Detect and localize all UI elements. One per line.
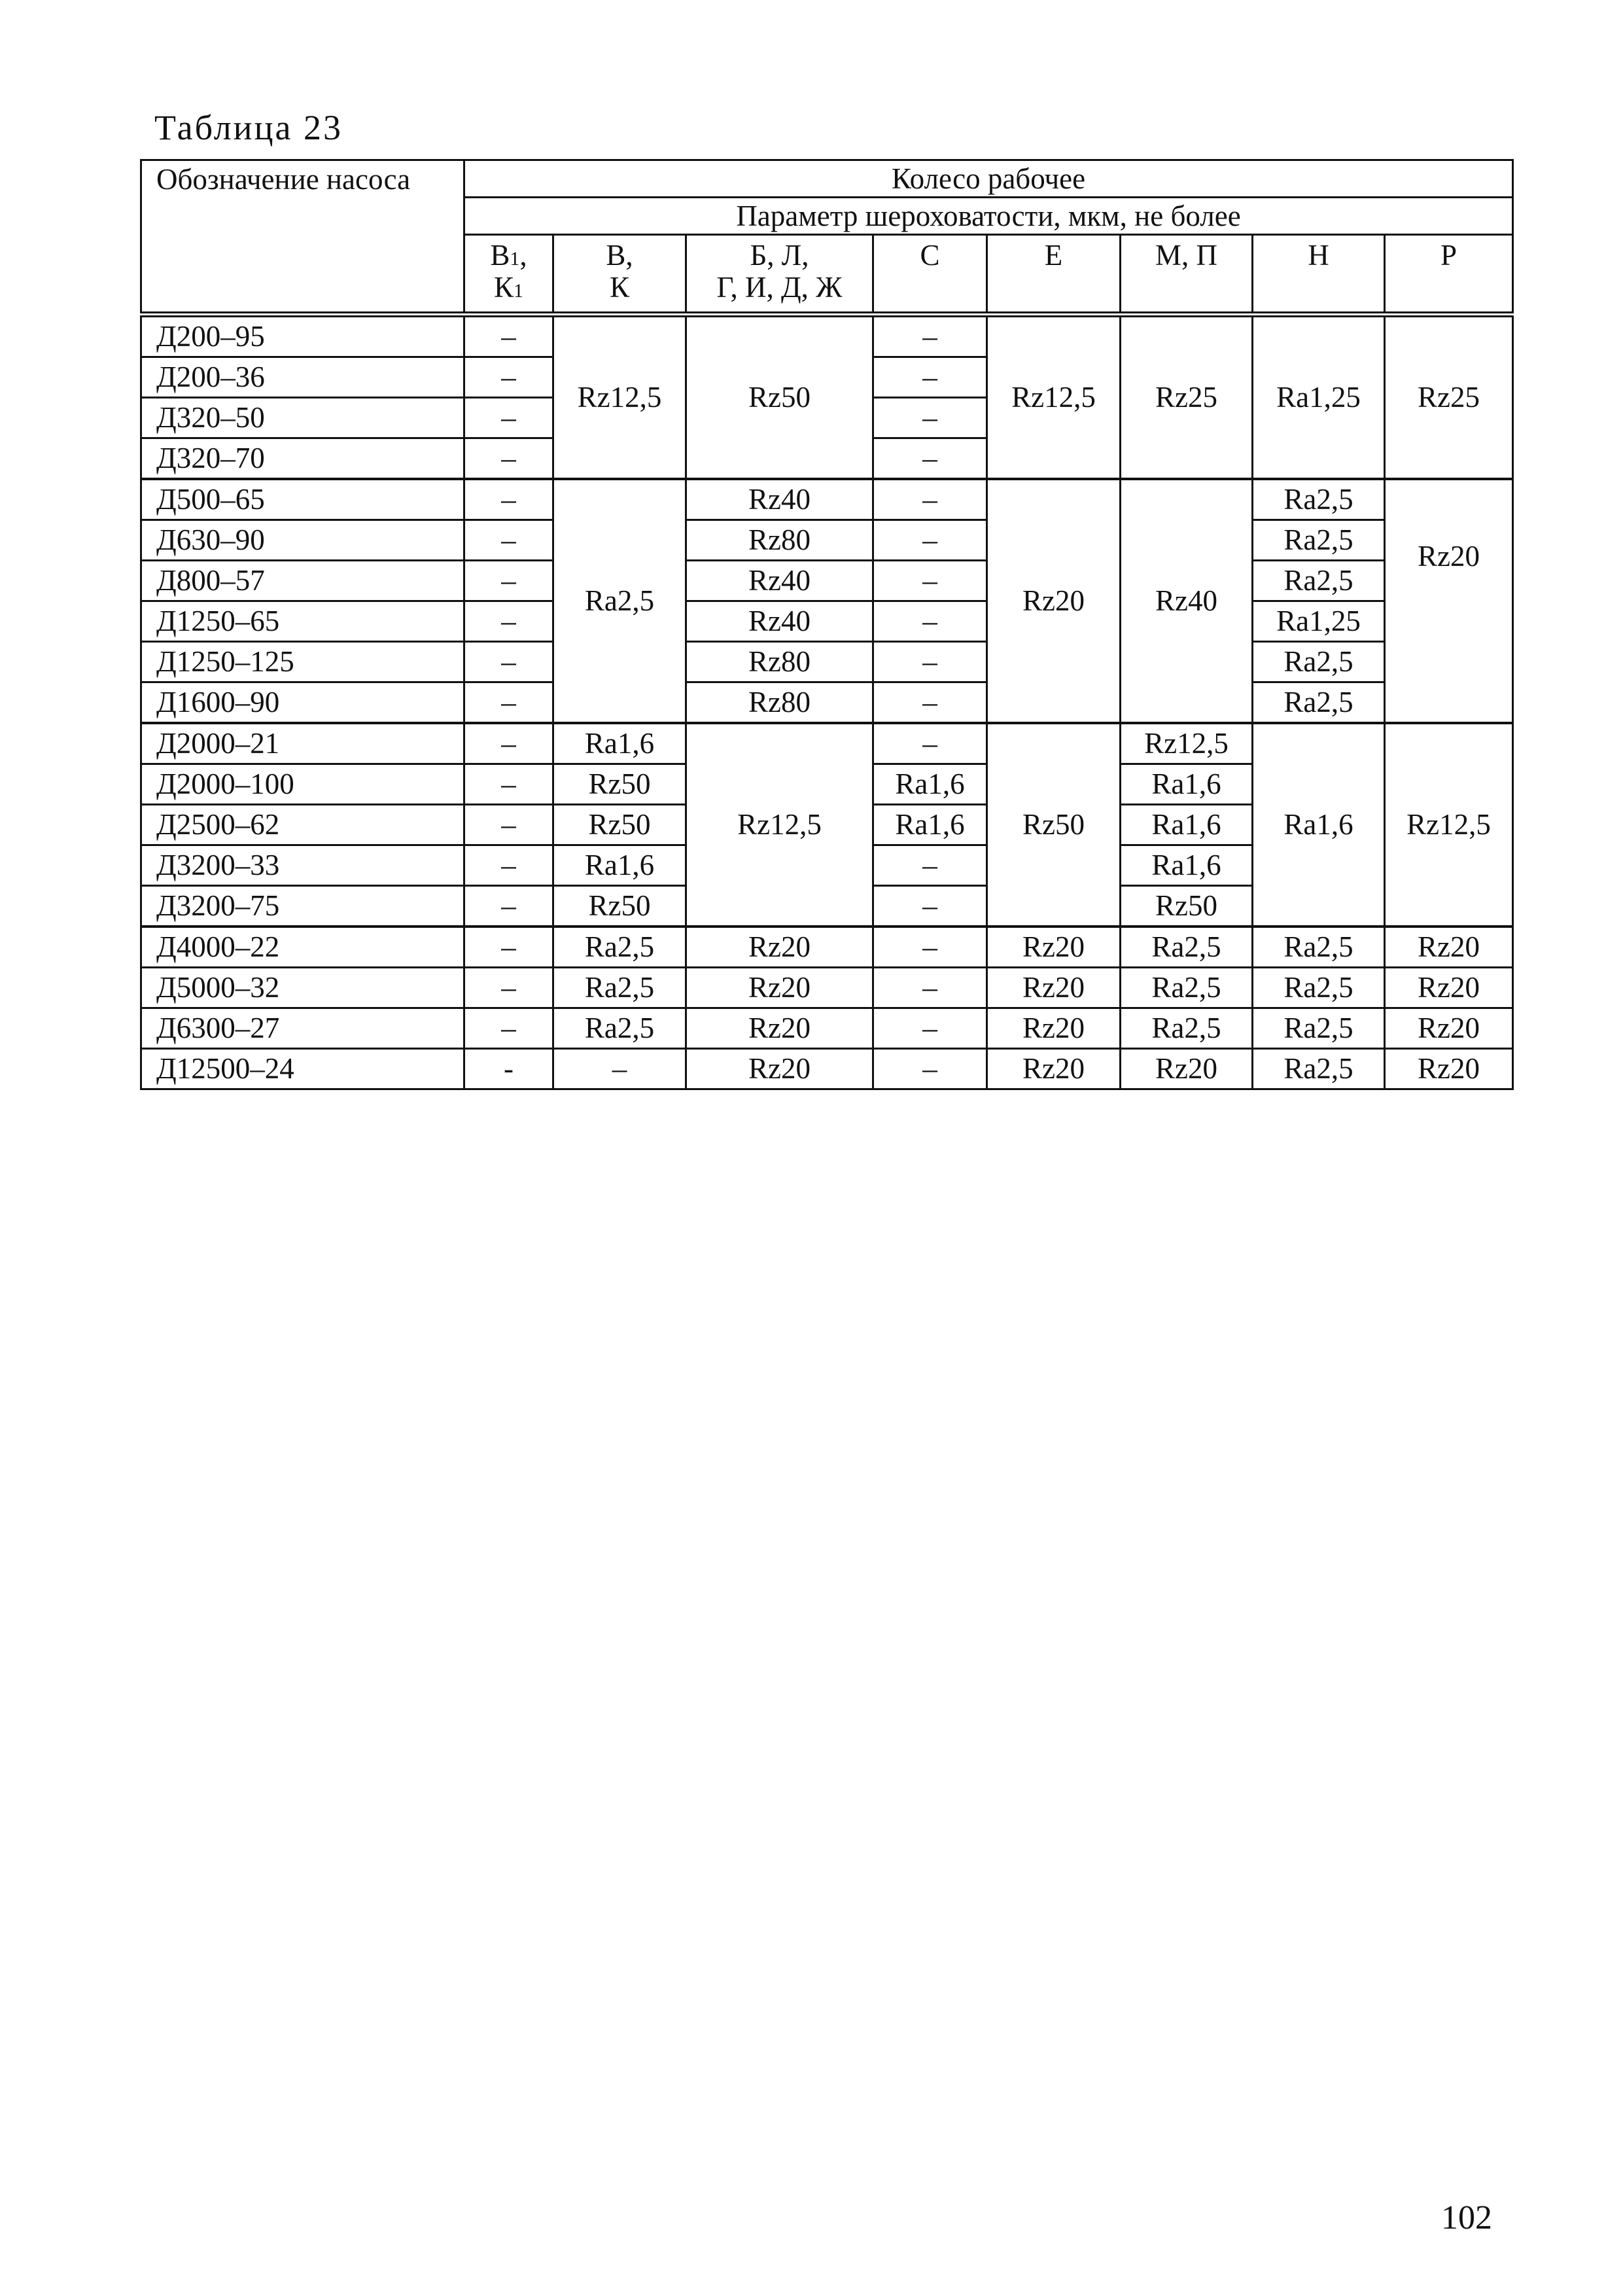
- pump-name: Д800–57: [141, 561, 464, 601]
- pump-name: Д2000–21: [141, 723, 464, 764]
- cell-s: –: [873, 1049, 987, 1089]
- cell-s: –: [873, 886, 987, 927]
- cell-n: Ra2,5: [1253, 1049, 1385, 1089]
- cell-s: –: [873, 642, 987, 682]
- cell-b1: –: [464, 682, 553, 724]
- cell-b1: –: [464, 601, 553, 642]
- cell-s: –: [873, 479, 987, 520]
- cell-n-merged: Ra1,25: [1253, 315, 1385, 480]
- cell-r: Rz20: [1385, 927, 1513, 968]
- cell-mp: Ra2,5: [1121, 927, 1253, 968]
- cell-mp: Ra2,5: [1121, 1008, 1253, 1049]
- cell-e-merged: Rz12,5: [987, 315, 1121, 480]
- cell-b1: –: [464, 642, 553, 682]
- cell-b1: –: [464, 927, 553, 968]
- cell-s: Ra1,6: [873, 764, 987, 805]
- cell-n: Ra2,5: [1253, 479, 1385, 520]
- cell-n: Ra2,5: [1253, 682, 1385, 724]
- cell-b1: –: [464, 764, 553, 805]
- col-v-k-line1: В,: [606, 239, 633, 272]
- pump-name: Д4000–22: [141, 927, 464, 968]
- col-s-header: С: [873, 235, 987, 315]
- cell-mp: Ra1,6: [1121, 845, 1253, 886]
- cell-s: –: [873, 438, 987, 480]
- cell-s: –: [873, 601, 987, 642]
- pump-name: Д1250–125: [141, 642, 464, 682]
- cell-bl-merged: Rz50: [686, 315, 873, 480]
- cell-n: Ra1,25: [1253, 601, 1385, 642]
- cell-vk: Rz50: [553, 805, 686, 845]
- cell-s: –: [873, 561, 987, 601]
- cell-r-merged: Rz12,5: [1385, 723, 1513, 927]
- cell-n: Ra2,5: [1253, 642, 1385, 682]
- table-row: [141, 642, 1513, 682]
- col-k1-subscript: 1: [514, 279, 523, 302]
- table-row: [141, 968, 1513, 1008]
- cell-mp: Ra1,6: [1121, 805, 1253, 845]
- cell-vk: –: [553, 1049, 686, 1089]
- pump-name: Д2000–100: [141, 764, 464, 805]
- pump-name: Д200–36: [141, 357, 464, 398]
- roughness-table: [140, 159, 1514, 1090]
- cell-bl: Rz40: [686, 561, 873, 601]
- pump-name: Д1600–90: [141, 682, 464, 724]
- cell-bl: Rz20: [686, 1049, 873, 1089]
- cell-r: Rz20: [1385, 968, 1513, 1008]
- cell-mp-merged: Rz40: [1121, 479, 1253, 723]
- cell-s: Ra1,6: [873, 805, 987, 845]
- cell-n: Ra2,5: [1253, 968, 1385, 1008]
- col-e-header: Е: [987, 235, 1121, 315]
- cell-bl: Rz80: [686, 682, 873, 724]
- cell-e: Rz20: [987, 927, 1121, 968]
- cell-b1: –: [464, 723, 553, 764]
- col-b1-subscript: 1: [510, 248, 520, 270]
- cell-n: Ra2,5: [1253, 927, 1385, 968]
- cell-mp: Ra1,6: [1121, 764, 1253, 805]
- pump-name: Д500–65: [141, 479, 464, 520]
- table-row: [141, 927, 1513, 968]
- cell-mp: Rz50: [1121, 886, 1253, 927]
- table-row: [141, 315, 1513, 357]
- cell-e: Rz20: [987, 1008, 1121, 1049]
- cell-mp: Rz12,5: [1121, 723, 1253, 764]
- col-r-header: Р: [1385, 235, 1513, 315]
- cell-b1: –: [464, 520, 553, 561]
- cell-s: –: [873, 520, 987, 561]
- pump-name: Д12500–24: [141, 1049, 464, 1089]
- col-k1-letter: К: [493, 270, 514, 304]
- cell-n: Ra2,5: [1253, 520, 1385, 561]
- pump-name: Д5000–32: [141, 968, 464, 1008]
- table-row: [141, 1049, 1513, 1089]
- col-m-p-header: М, П: [1121, 235, 1253, 315]
- pump-name: Д2500–62: [141, 805, 464, 845]
- pump-name: Д3200–75: [141, 886, 464, 927]
- cell-s: –: [873, 398, 987, 438]
- cell-r: Rz20: [1385, 1049, 1513, 1089]
- cell-n: Ra2,5: [1253, 561, 1385, 601]
- cell-mp: Ra2,5: [1121, 968, 1253, 1008]
- table-row: [141, 479, 1513, 520]
- cell-vk: Rz50: [553, 764, 686, 805]
- table-row: [141, 520, 1513, 561]
- col-v-k-line2: К: [609, 270, 629, 304]
- col-b1-comma: ,: [519, 239, 527, 272]
- cell-s: –: [873, 723, 987, 764]
- table-row: [141, 601, 1513, 642]
- cell-r-merged: Rz25: [1385, 315, 1513, 480]
- pump-name: Д320–70: [141, 438, 464, 480]
- cell-e: Rz20: [987, 1049, 1121, 1089]
- designation-header: Обозначение насоса: [141, 160, 464, 315]
- cell-vk-merged: Rz12,5: [553, 315, 686, 480]
- pump-name: Д6300–27: [141, 1008, 464, 1049]
- table-row: [141, 561, 1513, 601]
- cell-vk: Ra1,6: [553, 845, 686, 886]
- cell-s: –: [873, 315, 987, 357]
- parameter-header: Параметр шероховатости, мкм, не более: [464, 198, 1513, 235]
- col-b-l-line1: Б, Л,: [750, 239, 809, 272]
- cell-b1: -: [464, 1049, 553, 1089]
- col-b-l-line2: Г, И, Д, Ж: [716, 270, 843, 304]
- cell-vk: Ra1,6: [553, 723, 686, 764]
- cell-b1: –: [464, 805, 553, 845]
- cell-vk-merged: Ra2,5: [553, 479, 686, 723]
- table-caption: Таблица 23: [154, 108, 343, 147]
- cell-r-merged: Rz20: [1385, 479, 1513, 723]
- pump-name: Д320–50: [141, 398, 464, 438]
- page-number: 102: [1441, 2199, 1492, 2236]
- cell-b1: –: [464, 845, 553, 886]
- cell-s: –: [873, 968, 987, 1008]
- cell-r: Rz20: [1385, 1008, 1513, 1049]
- col-n-header: Н: [1253, 235, 1385, 315]
- col-v-k-header: [553, 235, 686, 315]
- cell-b1: –: [464, 886, 553, 927]
- cell-s: –: [873, 682, 987, 724]
- cell-b1: –: [464, 438, 553, 480]
- cell-bl: Rz20: [686, 968, 873, 1008]
- cell-mp: Rz20: [1121, 1049, 1253, 1089]
- cell-b1: –: [464, 315, 553, 357]
- col-b1-k1-header: [464, 235, 553, 315]
- cell-n: Ra2,5: [1253, 1008, 1385, 1049]
- col-b-l-header: [686, 235, 873, 315]
- cell-s: –: [873, 357, 987, 398]
- cell-vk: Ra2,5: [553, 968, 686, 1008]
- cell-s: –: [873, 927, 987, 968]
- cell-bl: Rz40: [686, 601, 873, 642]
- cell-bl: Rz80: [686, 520, 873, 561]
- pump-name: Д3200–33: [141, 845, 464, 886]
- cell-e-merged: Rz50: [987, 723, 1121, 927]
- pump-name: Д630–90: [141, 520, 464, 561]
- cell-s: –: [873, 1008, 987, 1049]
- cell-b1: –: [464, 479, 553, 520]
- cell-s: –: [873, 845, 987, 886]
- table-row: [141, 1008, 1513, 1049]
- cell-bl: Rz40: [686, 479, 873, 520]
- cell-vk: Rz50: [553, 886, 686, 927]
- cell-vk: Ra2,5: [553, 1008, 686, 1049]
- cell-bl: Rz80: [686, 642, 873, 682]
- col-b1-letter: В: [490, 239, 510, 272]
- cell-bl: Rz20: [686, 1008, 873, 1049]
- cell-b1: –: [464, 357, 553, 398]
- cell-b1: –: [464, 561, 553, 601]
- cell-bl-merged: Rz12,5: [686, 723, 873, 927]
- cell-bl: Rz20: [686, 927, 873, 968]
- cell-e: Rz20: [987, 968, 1121, 1008]
- cell-n-merged: Ra1,6: [1253, 723, 1385, 927]
- cell-b1: –: [464, 968, 553, 1008]
- table-row: [141, 682, 1513, 724]
- pump-name: Д200–95: [141, 315, 464, 357]
- table-row: [141, 723, 1513, 764]
- wheel-header: Колесо рабочее: [464, 160, 1513, 198]
- cell-mp-merged: Rz25: [1121, 315, 1253, 480]
- cell-b1: –: [464, 1008, 553, 1049]
- cell-b1: –: [464, 398, 553, 438]
- cell-e-merged: Rz20: [987, 479, 1121, 723]
- pump-name: Д1250–65: [141, 601, 464, 642]
- cell-vk: Ra2,5: [553, 927, 686, 968]
